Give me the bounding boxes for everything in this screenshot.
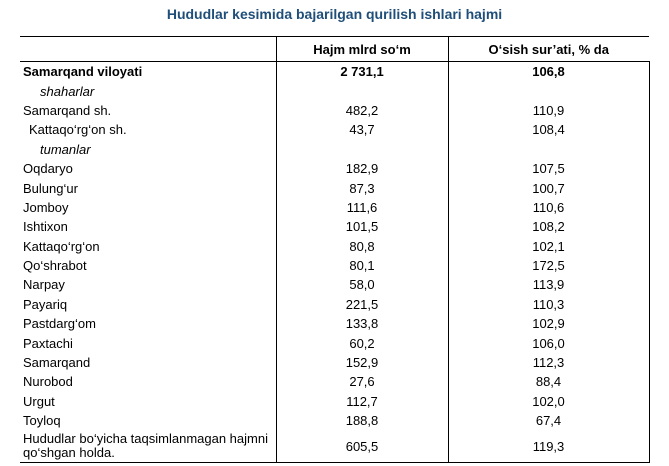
table-row	[20, 372, 649, 391]
table-row	[20, 275, 649, 294]
region-name-cell: Pastdarg‘om	[23, 316, 96, 332]
region-name-cell: Narpay	[23, 277, 65, 293]
header-growth: O‘sish sur’ati, % da	[448, 37, 649, 62]
growth-cell: 108,4	[448, 120, 649, 139]
construction-volume-table	[20, 36, 650, 463]
volume-cell: 2 731,1	[276, 62, 448, 82]
growth-cell: 110,3	[448, 295, 649, 314]
growth-cell	[448, 140, 649, 159]
table-row	[20, 353, 649, 372]
region-name-cell: Kattaqo‘rg‘on	[23, 238, 100, 254]
region-name-cell: Jomboy	[23, 199, 69, 215]
table-row	[20, 411, 649, 430]
volume-cell: 60,2	[276, 333, 448, 352]
region-name-cell: Nurobod	[23, 374, 73, 390]
header-volume: Hajm mlrd so‘m	[276, 37, 448, 62]
volume-cell: 112,7	[276, 392, 448, 411]
growth-cell: 119,3	[448, 430, 649, 463]
growth-cell: 106,0	[448, 333, 649, 352]
volume-cell: 133,8	[276, 314, 448, 333]
growth-cell: 108,2	[448, 217, 649, 236]
volume-cell: 87,3	[276, 178, 448, 197]
table-row	[20, 159, 649, 178]
table-header-row	[20, 37, 649, 62]
table-row	[20, 430, 649, 463]
growth-cell: 106,8	[448, 62, 649, 82]
volume-cell: 101,5	[276, 217, 448, 236]
table-row	[20, 237, 649, 256]
table-row	[20, 256, 649, 275]
table-row	[20, 120, 649, 139]
volume-cell	[276, 140, 448, 159]
region-name-cell: Paxtachi	[23, 335, 73, 351]
growth-cell: 88,4	[448, 372, 649, 391]
table-row	[20, 62, 649, 82]
region-name-cell: Samarqand	[23, 355, 91, 371]
table-row	[20, 314, 649, 333]
growth-cell: 112,3	[448, 353, 649, 372]
growth-cell	[448, 81, 649, 100]
region-name-cell: Samarqand sh.	[23, 102, 112, 118]
growth-cell: 102,9	[448, 314, 649, 333]
region-name-cell: Samarqand viloyati	[23, 64, 143, 80]
volume-cell: 80,8	[276, 237, 448, 256]
growth-cell: 110,6	[448, 198, 649, 217]
growth-cell: 110,9	[448, 101, 649, 120]
volume-cell	[276, 81, 448, 100]
growth-cell: 102,1	[448, 237, 649, 256]
volume-cell: 605,5	[276, 430, 448, 463]
growth-cell: 102,0	[448, 392, 649, 411]
region-name-cell: Toyloq	[23, 413, 61, 429]
region-name-cell: tumanlar	[40, 141, 91, 157]
table-title: Hududlar kesimida bajarilgan qurilish ishlari hajmi	[166, 6, 503, 22]
volume-cell: 482,2	[276, 101, 448, 120]
region-name-cell: Oqdaryo	[23, 161, 73, 177]
volume-cell: 182,9	[276, 159, 448, 178]
growth-cell: 100,7	[448, 178, 649, 197]
region-name-cell: Bulung‘ur	[23, 180, 78, 196]
section-row	[20, 140, 649, 159]
growth-cell: 172,5	[448, 256, 649, 275]
volume-cell: 58,0	[276, 275, 448, 294]
region-name-cell: Qo‘shrabot	[23, 258, 87, 274]
region-name-cell: Hududlar bo‘yicha taqsimlanmagan hajmni qo‘shgan holda.	[20, 430, 276, 463]
volume-cell: 111,6	[276, 198, 448, 217]
volume-cell: 221,5	[276, 295, 448, 314]
table-row	[20, 392, 649, 411]
region-name-cell: shaharlar	[40, 83, 95, 99]
table-row	[20, 198, 649, 217]
volume-cell: 27,6	[276, 372, 448, 391]
table-row	[20, 333, 649, 352]
table-row	[20, 101, 649, 120]
table-row	[20, 217, 649, 236]
volume-cell: 80,1	[276, 256, 448, 275]
growth-cell: 107,5	[448, 159, 649, 178]
volume-cell: 188,8	[276, 411, 448, 430]
volume-cell: 43,7	[276, 120, 448, 139]
table-row	[20, 178, 649, 197]
volume-cell: 152,9	[276, 353, 448, 372]
table-row	[20, 295, 649, 314]
section-row	[20, 81, 649, 100]
region-name-cell: Payariq	[23, 296, 68, 312]
region-name-cell: Kattaqo‘rg‘on sh.	[29, 122, 127, 138]
growth-cell: 113,9	[448, 275, 649, 294]
region-name-cell: Urgut	[23, 393, 55, 409]
growth-cell: 67,4	[448, 411, 649, 430]
region-name-cell: Ishtixon	[23, 219, 68, 235]
header-region	[20, 37, 276, 62]
